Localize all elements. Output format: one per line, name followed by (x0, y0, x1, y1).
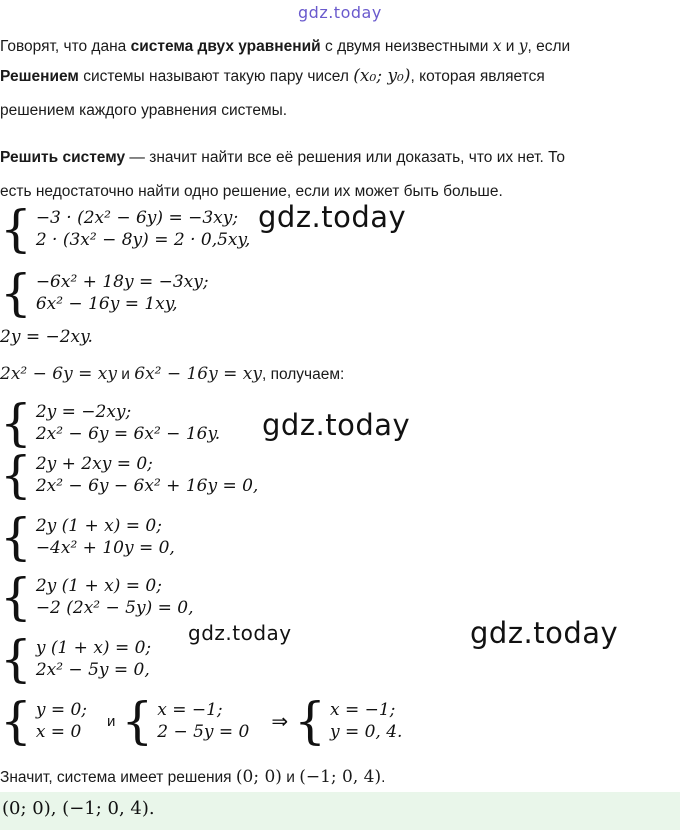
intro-line-3: решением каждого уравнения системы. (0, 102, 288, 119)
var-x: x (492, 37, 502, 55)
brace: { (0, 692, 32, 750)
equation: 2x² − 5y = 0, (35, 660, 150, 680)
equation-2y: 2y = −2xy. (0, 327, 93, 347)
equation: 2x² − 6y = 6x² − 16y. (35, 424, 221, 444)
system-6 (0, 568, 194, 626)
brace: { (0, 446, 32, 504)
intro-line-4 (0, 148, 565, 168)
brace: { (0, 394, 32, 452)
equation: 2x² − 6y − 6x² + 16y = 0, (35, 476, 259, 496)
watermark-top: gdz.today (298, 3, 382, 22)
conclusion-text: Значит, система имеет решения (0, 769, 236, 786)
brace: { (0, 200, 32, 258)
solution-pair-1: (0; 0) (235, 767, 282, 787)
watermark-2: gdz.today (262, 408, 411, 442)
intro-text: , если (527, 38, 571, 55)
equation: y = 0, 4. (329, 722, 403, 742)
equation: 2 · (3x² − 8y) = 2 · 0,5xy, (35, 230, 251, 250)
equation: 2y + 2xy = 0; (35, 454, 153, 474)
intro-term-solve: Решить систему (0, 149, 126, 166)
final-system-1 (36, 699, 87, 743)
system-5 (0, 508, 175, 566)
brace: { (0, 568, 32, 626)
system-4 (0, 446, 259, 504)
equation: y = 0; (35, 700, 88, 720)
equation: 2x² − 6y = xy (0, 364, 117, 384)
equation: −2 (2x² − 5y) = 0, (35, 598, 194, 618)
watermark-1: gdz.today (258, 200, 407, 234)
connector-and: и (107, 712, 116, 730)
watermark-4: gdz.today (470, 616, 619, 650)
conclusion-text: . (381, 769, 386, 786)
final-systems-row (0, 692, 403, 750)
equation: x = −1; (329, 700, 396, 720)
system-2 (0, 264, 209, 322)
answer-box (0, 792, 680, 830)
watermark-3: gdz.today (188, 621, 292, 645)
intro-text: с двумя неизвестными (320, 38, 493, 55)
substitution-line (0, 364, 344, 385)
intro-text: , которая является (410, 68, 545, 85)
equation: 2y = −2xy; (35, 402, 132, 422)
intro-line-1 (0, 36, 570, 57)
final-system-2 (157, 699, 249, 743)
conclusion-line (0, 767, 385, 788)
equation: 2y (1 + x) = 0; (35, 576, 162, 596)
connector: и (281, 769, 300, 786)
equation: −3 · (2x² − 6y) = −3xy; (35, 208, 239, 228)
system-1 (0, 200, 251, 258)
brace: { (0, 508, 32, 566)
intro-text: — значит найти все её решения или доказать, что их нет. То (125, 149, 565, 166)
intro-term-solution: Решением (0, 68, 79, 85)
intro-text: и (501, 38, 519, 55)
system-7 (0, 630, 152, 688)
connector: и (116, 366, 135, 383)
connector: , получаем: (261, 366, 345, 383)
intro-text: Говорят, что дана (0, 38, 131, 55)
equation: 6x² − 16y = 1xy, (35, 294, 178, 314)
equation: 2y (1 + x) = 0; (35, 516, 162, 536)
intro-line-5: есть недостаточно найти одно решение, если их может быть больше. (0, 183, 503, 200)
equation: x = −1; (157, 700, 223, 720)
equation: −6x² + 18y = −3xy; (35, 272, 209, 292)
equation: 2 − 5y = 0 (157, 722, 250, 742)
implies-arrow-icon: ⇒ (271, 709, 289, 733)
var-y: y (518, 37, 528, 55)
equation: y (1 + x) = 0; (35, 638, 152, 658)
equation: x = 0 (35, 722, 82, 742)
system-3 (0, 394, 221, 452)
intro-line-2 (0, 66, 545, 87)
brace: { (121, 692, 154, 750)
final-system-3 (330, 699, 403, 743)
intro-term-system: система двух уравнений (130, 38, 321, 55)
solution-pair-2: (−1; 0, 4) (299, 767, 382, 787)
brace: { (0, 264, 32, 322)
answer-text: (0; 0), (−1; 0, 4). (2, 798, 155, 819)
equation: −4x² + 10y = 0, (35, 538, 175, 558)
brace: { (294, 692, 326, 750)
intro-text: системы называют такую пару чисел (78, 68, 354, 85)
equation: 6x² − 16y = xy (134, 364, 262, 384)
pair-math: (x₀; y₀) (353, 66, 411, 86)
brace: { (0, 630, 32, 688)
